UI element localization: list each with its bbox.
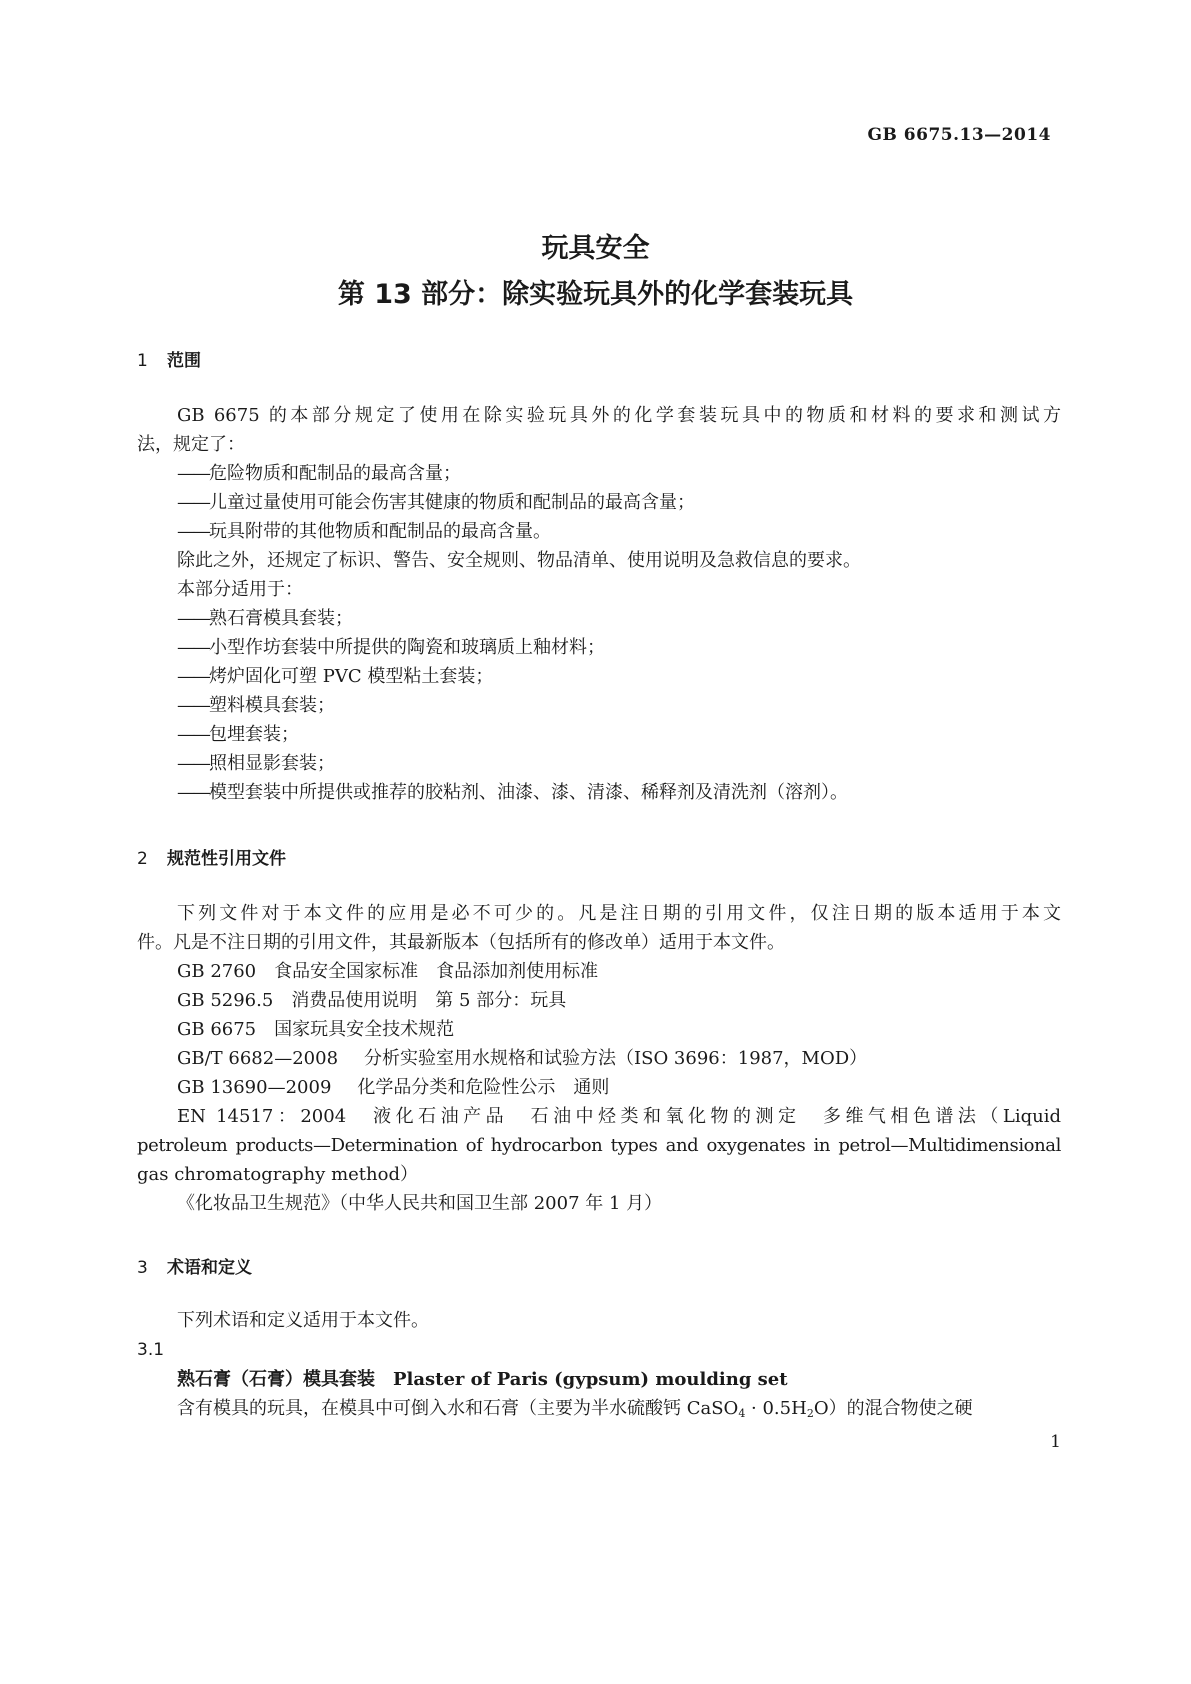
list-item: ——玩具附带的其他物质和配制品的最高含量。 (177, 521, 551, 542)
list-item: ——模型套装中所提供或推荐的胶粘剂、油漆、漆、清漆、稀释剂及清洗剂（溶剂）。 (177, 782, 848, 803)
en-reference-line-3: gas chromatography method） (137, 1164, 418, 1185)
standard-number: GB 6675.13—2014 (867, 125, 1051, 145)
term-heading (177, 1368, 1061, 1392)
list-item: ——危险物质和配制品的最高含量； (177, 463, 461, 484)
reference-item: GB/T 6682—2008 分析实验室用水规格和试验方法（ISO 3696：1987，MOD） (177, 1048, 868, 1069)
list-item: ——照相显影套装； (177, 753, 335, 774)
section-title: 规范性引用文件 (167, 849, 286, 869)
section-number: 1 (137, 351, 148, 371)
normative-intro-line-1: 下列文件对于本文件的应用是必不可少的。凡是注日期的引用文件，仅注日期的版本适用于本文 (177, 903, 1061, 924)
list-item: ——熟石膏模具套装； (177, 608, 353, 629)
section-title: 范围 (167, 351, 201, 371)
list-item: ——烤炉固化可塑 PVC 模型粘土套装； (177, 666, 494, 687)
section-number: 2 (137, 849, 148, 869)
reference-item: GB 13690—2009 化学品分类和危险性公示 通则 (177, 1077, 610, 1098)
document-title-main: 玩具安全 (541, 233, 650, 264)
document-title-sub: 第 13 部分：除实验玩具外的化学套装玩具 (337, 279, 854, 310)
section-number: 3 (137, 1258, 148, 1278)
term-chinese: 熟石膏（石膏）模具套装 (177, 1369, 375, 1390)
list-item: ——儿童过量使用可能会伤害其健康的物质和配制品的最高含量； (177, 492, 695, 513)
scope-additional-requirements: 除此之外，还规定了标识、警告、安全规则、物品清单、使用说明及急救信息的要求。 (177, 550, 861, 571)
scope-intro-line-2: 法，规定了： (137, 434, 245, 455)
page-number: 1 (1050, 1432, 1061, 1452)
cosmetics-reference: 《化妆品卫生规范》（中华人民共和国卫生部 2007 年 1 月） (177, 1193, 663, 1214)
terms-intro: 下列术语和定义适用于本文件。 (177, 1310, 429, 1331)
section-2-heading (137, 844, 286, 869)
list-item: ——塑料模具套装； (177, 695, 335, 716)
reference-item: GB 2760 食品安全国家标准 食品添加剂使用标准 (177, 961, 599, 982)
term-definition: 含有模具的玩具，在模具中可倒入水和石膏（主要为半水硫酸钙 CaSO$_4$ · $0.5H_2O$）的混合物使之硬 (177, 1398, 973, 1420)
scope-intro-line-1: GB 6675 的本部分规定了使用在除实验玩具外的化学套装玩具中的物质和材料的要求和测试方 (177, 405, 1061, 426)
reference-item: GB 6675 国家玩具安全技术规范 (177, 1019, 455, 1040)
section-1-heading (137, 346, 201, 371)
en-reference-line-1: EN 14517：2004 液化石油产品 石油中烃类和氧化物的测定 多维气相色谱法（Liquid (177, 1106, 1061, 1127)
section-3-heading (137, 1253, 252, 1278)
section-title: 术语和定义 (167, 1258, 252, 1278)
list-item: ——小型作坊套装中所提供的陶瓷和玻璃质上釉材料； (177, 637, 605, 658)
normative-intro-line-2: 件。凡是不注日期的引用文件，其最新版本（包括所有的修改单）适用于本文件。 (137, 932, 785, 953)
term-english: Plaster of Paris (gypsum) moulding set (393, 1369, 788, 1390)
clause-number: 3.1 (137, 1340, 165, 1360)
reference-item: GB 5296.5 消费品使用说明 第 5 部分：玩具 (177, 990, 567, 1011)
list-item: ——包埋套装； (177, 724, 299, 745)
en-reference-line-2: petroleum products—Determination of hydrocarbon types and oxygenates in petrol—Multidimensional (137, 1135, 1061, 1156)
scope-applies-to: 本部分适用于： (177, 579, 303, 600)
